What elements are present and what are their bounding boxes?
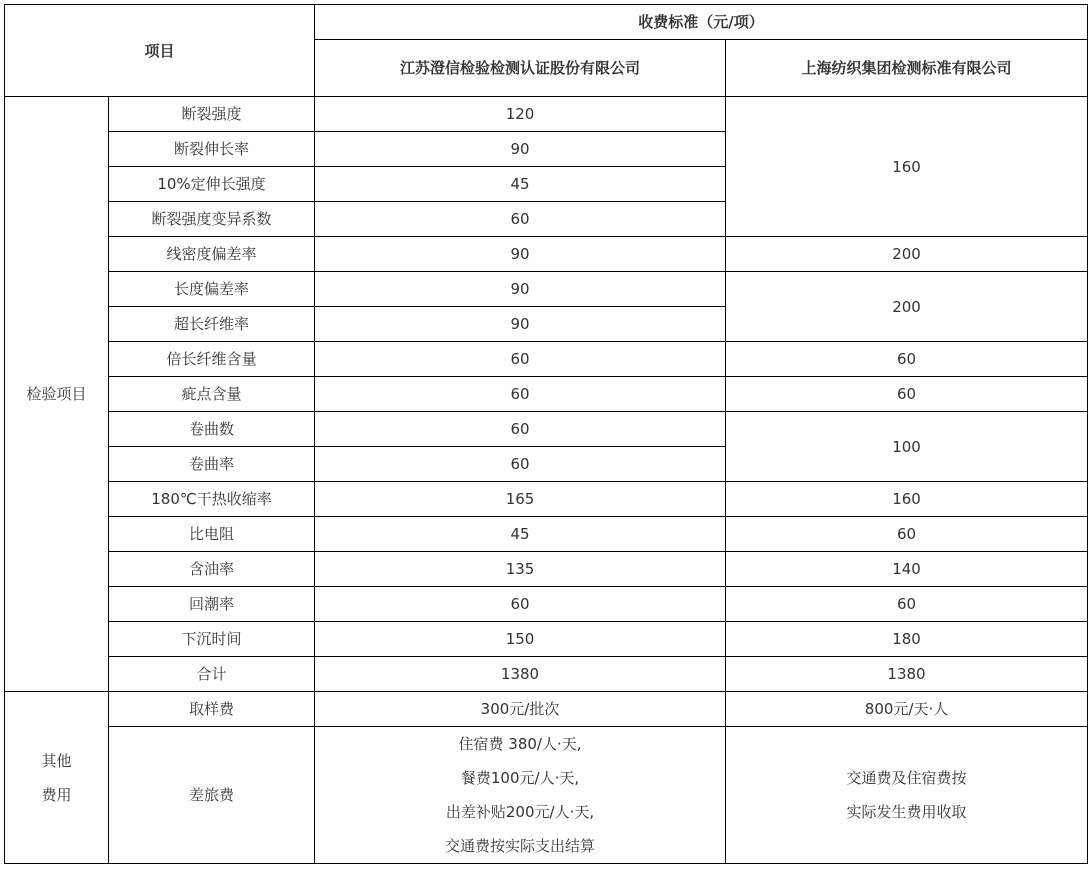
fee-a: 60 <box>315 377 726 412</box>
table-row <box>5 272 1088 307</box>
table-row <box>5 587 1088 622</box>
item-name: 断裂伸长率 <box>109 132 315 167</box>
travel-line: 交通费按实际支出结算 <box>445 837 596 855</box>
fee-b: 60 <box>726 517 1088 552</box>
other-label-line: 其他 <box>41 751 72 770</box>
item-name: 10%定伸长强度 <box>109 167 315 202</box>
item-name: 断裂强度 <box>109 97 315 132</box>
other-group-label <box>5 692 109 864</box>
fee-b: 100 <box>726 412 1088 482</box>
fee-b: 1380 <box>726 657 1088 692</box>
fee-a: 60 <box>315 587 726 622</box>
fee-b: 800元/天·人 <box>726 692 1088 727</box>
fee-a: 90 <box>315 272 726 307</box>
fee-a: 45 <box>315 167 726 202</box>
fee-a: 90 <box>315 132 726 167</box>
sampling-row <box>5 692 1088 727</box>
table-row <box>5 237 1088 272</box>
travel-line: 餐费100元/人·天, <box>460 769 580 787</box>
fee-a: 90 <box>315 237 726 272</box>
fee-a: 60 <box>315 412 726 447</box>
item-name: 下沉时间 <box>109 622 315 657</box>
item-name: 合计 <box>109 657 315 692</box>
table-row <box>5 377 1088 412</box>
item-name: 超长纤维率 <box>109 307 315 342</box>
table-row <box>5 517 1088 552</box>
item-name: 含油率 <box>109 552 315 587</box>
fee-b: 140 <box>726 552 1088 587</box>
fee-table <box>4 4 1088 864</box>
item-name: 回潮率 <box>109 587 315 622</box>
travel-line: 交通费及住宿费按 <box>846 769 967 787</box>
fee-a: 90 <box>315 307 726 342</box>
company-b-header: 上海纺织集团检测标准有限公司 <box>726 40 1088 97</box>
fee-a: 300元/批次 <box>315 692 726 727</box>
fee-a: 1380 <box>315 657 726 692</box>
table-row <box>5 342 1088 377</box>
fee-a: 120 <box>315 97 726 132</box>
travel-row <box>5 727 1088 864</box>
fee-b: 200 <box>726 272 1088 342</box>
fee-a: 135 <box>315 552 726 587</box>
fee-a: 60 <box>315 202 726 237</box>
travel-line: 出差补贴200元/人·天, <box>445 803 595 821</box>
fee-standard-header: 收费标准（元/项） <box>315 5 1088 40</box>
table-row <box>5 622 1088 657</box>
travel-line: 住宿费 380/人·天, <box>458 735 582 753</box>
fee-b: 160 <box>726 97 1088 237</box>
table-row <box>5 412 1088 447</box>
fee-b: 180 <box>726 622 1088 657</box>
fee-b: 60 <box>726 342 1088 377</box>
item-header: 项目 <box>5 5 315 97</box>
fee-b: 60 <box>726 587 1088 622</box>
item-name: 倍长纤维含量 <box>109 342 315 377</box>
fee-a: 165 <box>315 482 726 517</box>
travel-fee-a <box>315 727 726 864</box>
item-name: 卷曲率 <box>109 447 315 482</box>
inspection-group-label: 检验项目 <box>5 97 109 692</box>
table-row <box>5 552 1088 587</box>
travel-line: 实际发生费用收取 <box>846 803 967 821</box>
item-name: 卷曲数 <box>109 412 315 447</box>
item-name: 疵点含量 <box>109 377 315 412</box>
fee-a: 60 <box>315 447 726 482</box>
header-row-1 <box>5 5 1088 40</box>
fee-b: 60 <box>726 377 1088 412</box>
travel-fee-b <box>726 727 1088 864</box>
fee-a: 45 <box>315 517 726 552</box>
fee-b: 200 <box>726 237 1088 272</box>
fee-a: 60 <box>315 342 726 377</box>
other-label-line: 费用 <box>41 785 72 804</box>
item-name: 差旅费 <box>109 727 315 864</box>
table-row <box>5 97 1088 132</box>
item-name: 取样费 <box>109 692 315 727</box>
fee-a: 150 <box>315 622 726 657</box>
fee-b: 160 <box>726 482 1088 517</box>
table-row <box>5 482 1088 517</box>
item-name: 比电阻 <box>109 517 315 552</box>
total-row <box>5 657 1088 692</box>
item-name: 长度偏差率 <box>109 272 315 307</box>
item-name: 180℃干热收缩率 <box>109 482 315 517</box>
item-name: 线密度偏差率 <box>109 237 315 272</box>
company-a-header: 江苏澄信检验检测认证股份有限公司 <box>315 40 726 97</box>
item-name: 断裂强度变异系数 <box>109 202 315 237</box>
